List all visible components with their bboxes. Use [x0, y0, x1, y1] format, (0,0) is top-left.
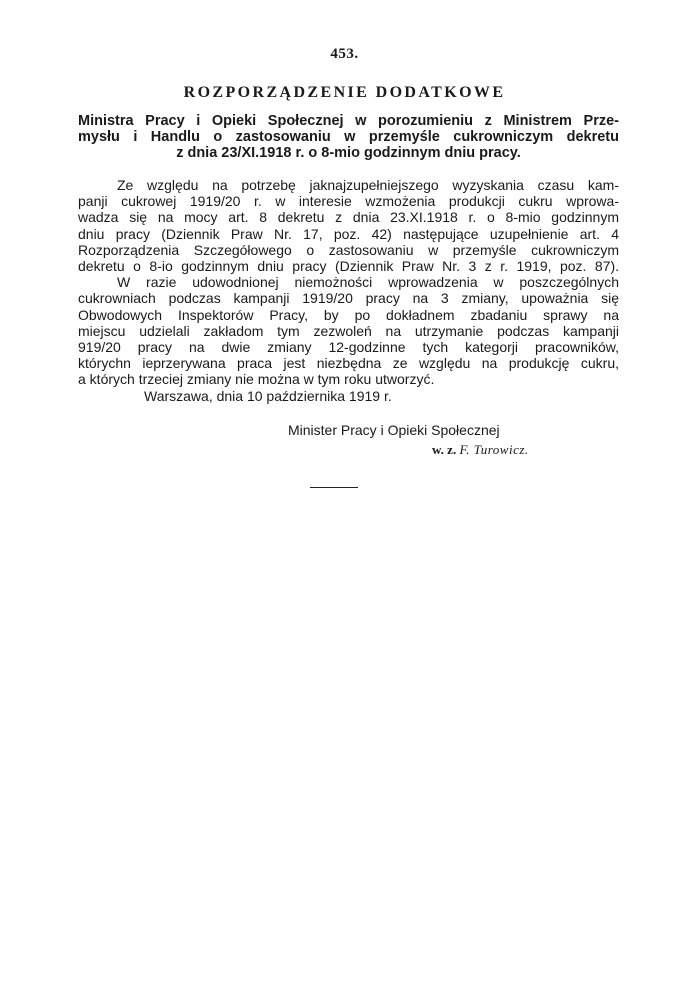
subtitle-line: mysłu i Handlu o zastosowaniu w przemyśle cukrowniczym dekretu — [78, 129, 619, 145]
paragraph-2-line: miejscu udzielali zakładom tym zezwoleń na utrzymanie podczas kampanji — [78, 322, 619, 339]
date-line: Warszawa, dnia 10 października 1919 r. — [144, 388, 392, 404]
paragraph-2-line: Obwodowych Inspektorów Pracy, by po dokładnem zbadaniu sprawy na — [78, 306, 619, 323]
body-text — [78, 177, 619, 388]
paragraph-1-line: Ze względu na potrzebę jaknajzupełniejszego wyzyskania czasu kam- — [117, 177, 619, 193]
signature-person: F. Turowicz. — [459, 442, 529, 457]
document-title: ROZPORZĄDZENIE DODATKOWE — [183, 84, 506, 101]
paragraph-1-line: wadza się na mocy art. 8 dekretu z dnia 23.XI.1918 r. o 8-mio godzinnym — [78, 209, 619, 226]
paragraph-1-line: panji cukrowej 1919/20 r. w interesie wzmożenia produkcji cukru wprowa- — [78, 193, 619, 210]
paragraph-1-line: dekretu o 8-io godzinnym dniu pracy (Dziennik Praw Nr. 3 z r. 1919, poz. 87). — [78, 258, 619, 275]
document-subtitle — [78, 113, 619, 161]
paragraph-1-line: dniu pracy (Dziennik Praw Nr. 17, poz. 42) następujące uzupełnienie art. 4 — [78, 225, 619, 242]
signature-prefix: w. z. — [432, 442, 457, 457]
signature-name — [432, 442, 529, 458]
signature-title: Minister Pracy i Opieki Społecznej — [288, 422, 500, 438]
end-divider — [310, 487, 358, 488]
subtitle-line: z dnia 23/XI.1918 r. o 8-mio godzinnym dniu pracy. — [176, 145, 521, 161]
paragraph-2-line: 919/20 pracy na dwie zmiany 12-godzinne tych kategorji pracowników, — [78, 339, 619, 356]
page-number: 453. — [330, 46, 359, 62]
paragraph-2-line: cukrowniach podczas kampanji 1919/20 pracy na 3 zmiany, upoważnia się — [78, 290, 619, 307]
paragraph-1-line: Rozporządzenia Szczegółowego o zastosowaniu w przemyśle cukrowniczym — [78, 241, 619, 258]
paragraph-2-line: a których trzeciej zmiany nie można w tym roku utworzyć. — [78, 371, 435, 388]
paragraph-2-line: W razie udowodnionej niemożności wprowadzenia w poszczególnych — [117, 274, 619, 291]
paragraph-2-line: którychn ieprzerywana praca jest niezbędna ze względu na produkcję cukru, — [78, 355, 619, 372]
subtitle-line: Ministra Pracy i Opieki Społecznej w porozumieniu z Ministrem Prze- — [78, 113, 619, 129]
